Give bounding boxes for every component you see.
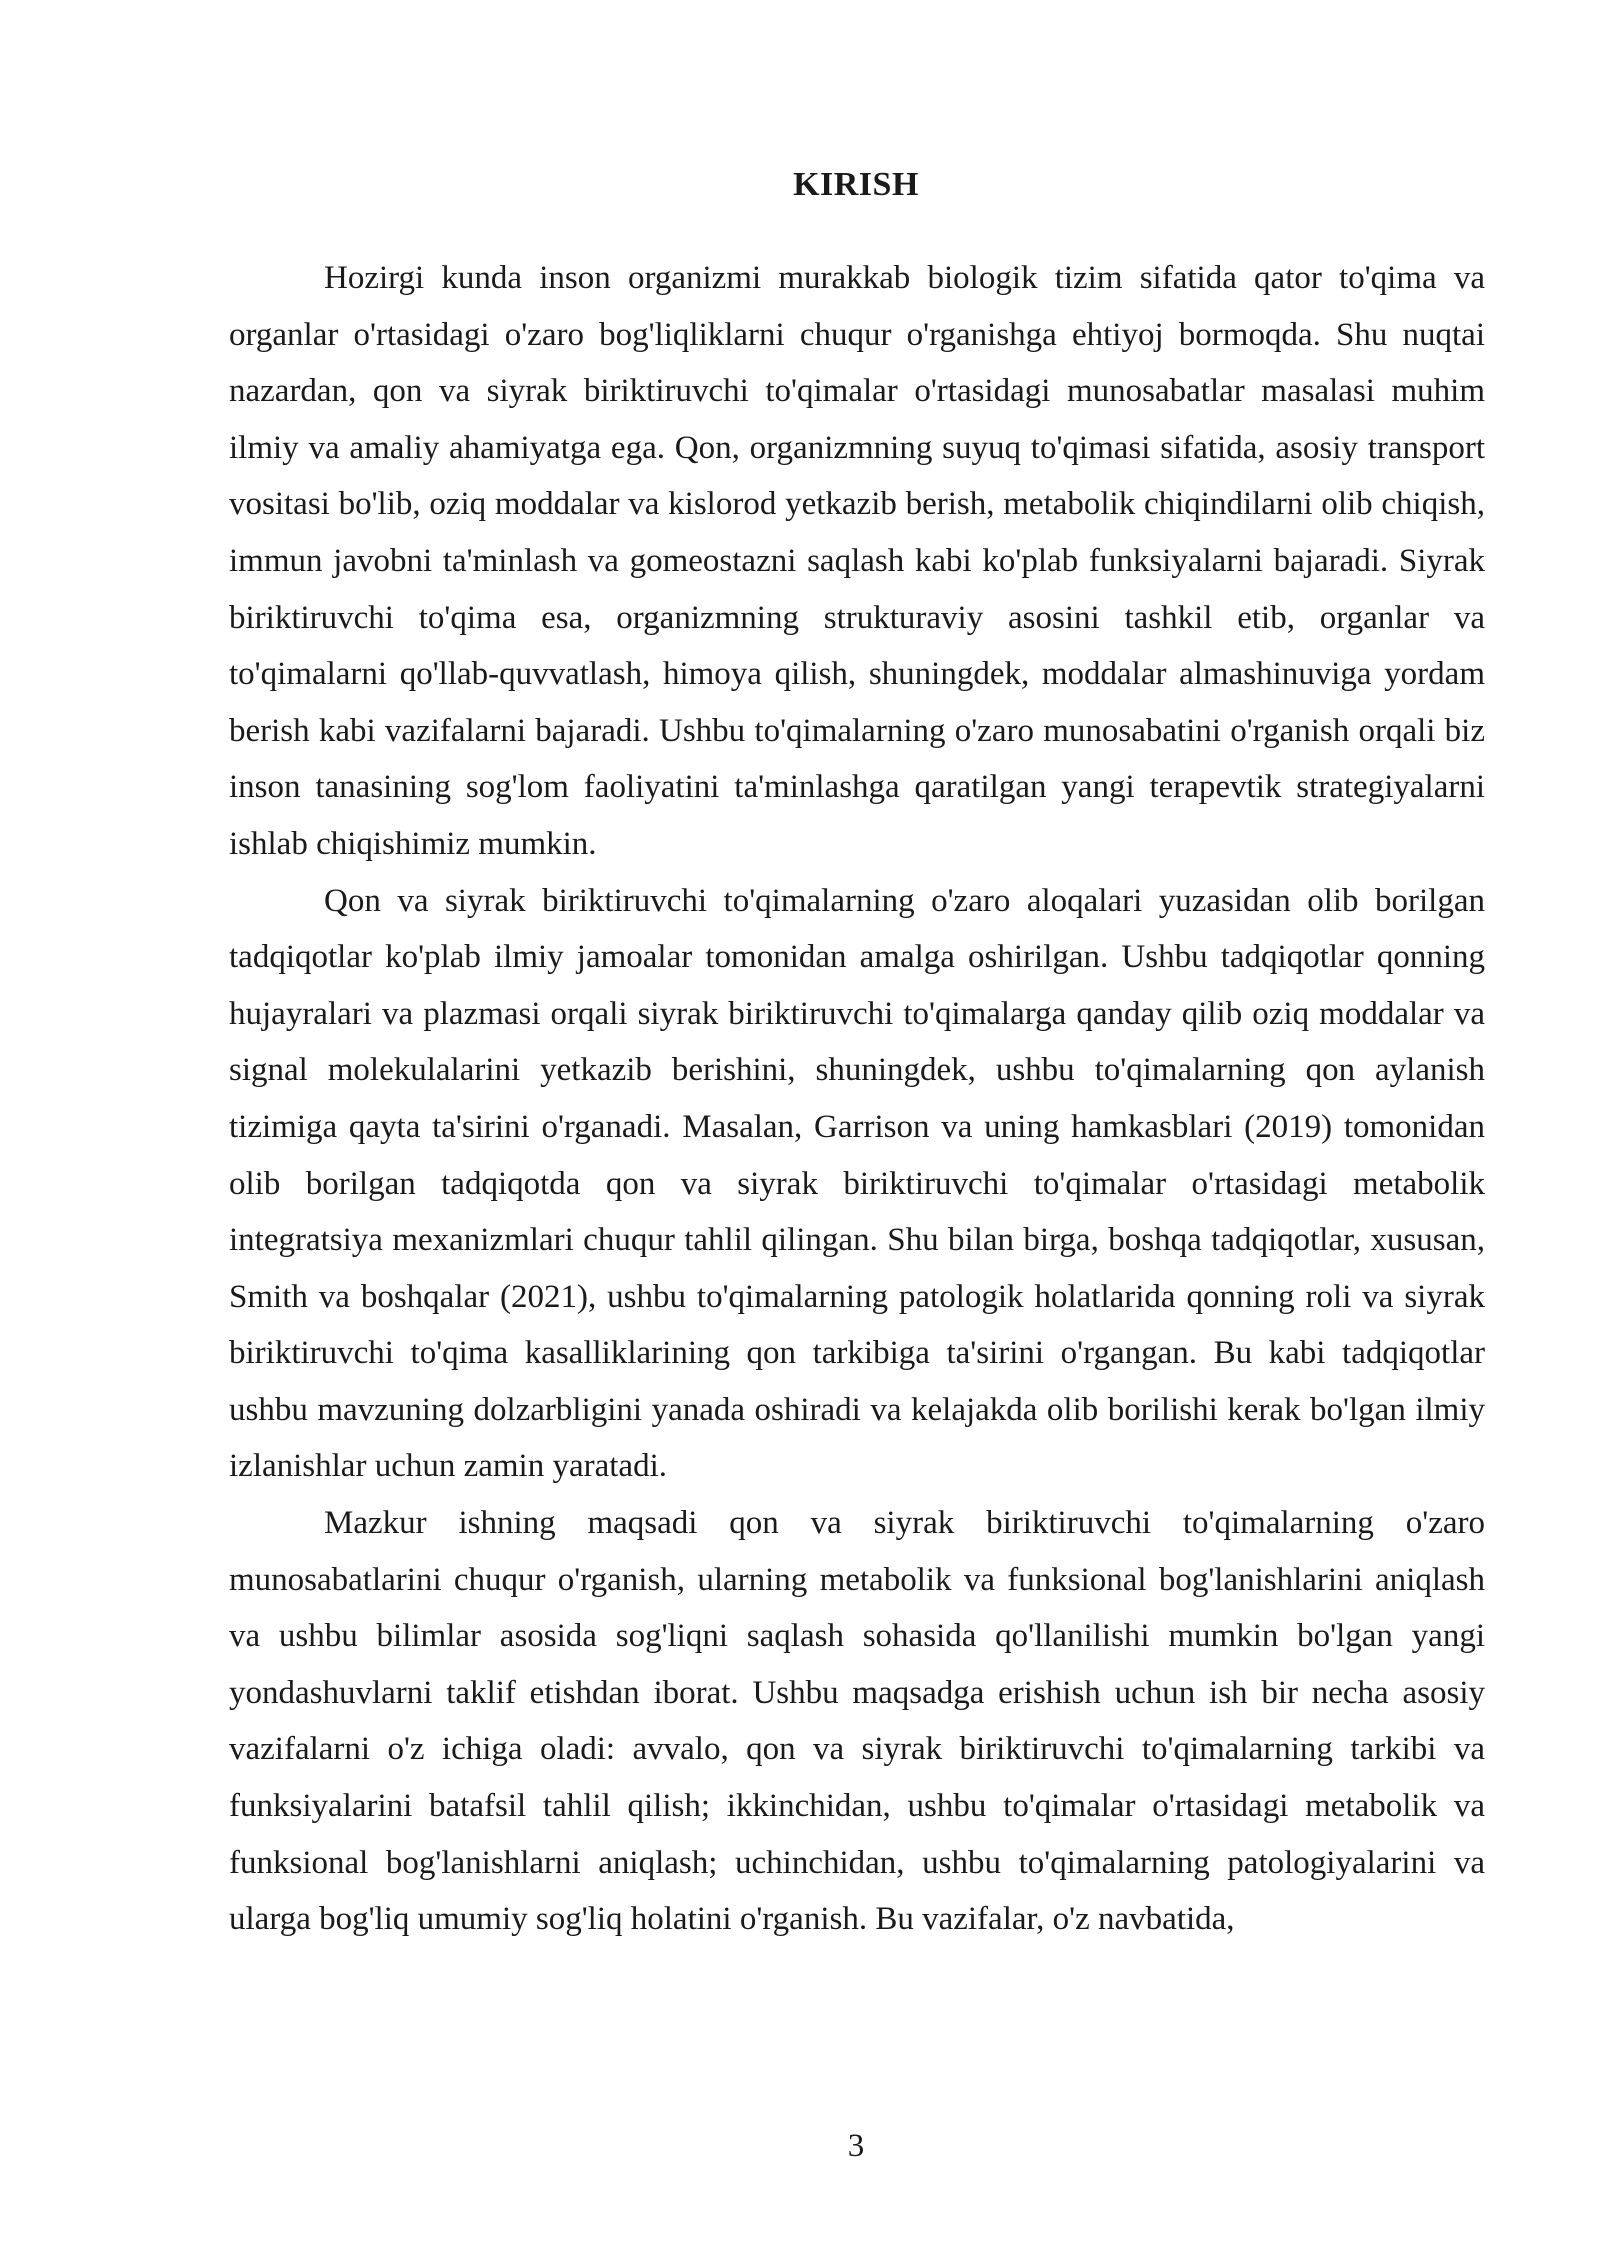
paragraph-goal: Mazkur ishning maqsadi qon va siyrak biriktiruvchi to'qimalarning o'zaro munosabatlarini chuqur o'rganish, ularning metabolik va funksional bog'lanishlarini aniqlash va ushbu bilimlar asosida sog'liqni saqlash sohasida qo'llanilishi mumkin bo'lgan yangi yondashuvlarni taklif etishdan iborat. Ushbu maqsadga erishish uchun ish bir necha asosiy vazifalarni o'z ichiga oladi: avvalo, qon va siyrak biriktiruvchi to'qimalarning tarkibi va funksiyalarini batafsil tahlil qilish; ikkinchidan, ushbu to'qimalar o'rtasidagi metabolik va funksional bog'lanishlarni aniqlash; uchinchidan, ushbu to'qimalarning patologiyalarini va ularga bog'liq umumiy sog'liq holatini o'rganish. Bu vazifalar, o'z navbatida,: [229, 1505, 1485, 1938]
paragraph-intro: Hozirgi kunda inson organizmi murakkab biologik tizim sifatida qator to'qima va organlar o'rtasidagi o'zaro bog'liqliklarni chuqur o'rganishga ehtiyoj bormoqda. Shu nuqtai nazardan, qon va siyrak biriktiruvchi to'qimalar o'rtasidagi munosabatlar masalasi muhim ilmiy va amaliy ahamiyatga ega. Qon, organizmning suyuq to'qimasi sifatida, asosiy transport vositasi bo'lib, oziq moddalar va kislorod yetkazib berish, metabolik chiqindilarni olib chiqish, immun javobni ta'minlash va gomeostazni saqlash kabi ko'plab funksiyalarni bajaradi. Siyrak biriktiruvchi to'qima esa, organizmning strukturaviy asosini tashkil etib, organlar va to'qimalarni qo'llab-quvvatlash, himoya qilish, shuningdek, moddalar almashinuviga yordam berish kabi vazifalarni bajaradi. Ushbu to'qimalarning o'zaro munosabatini o'rganish orqali biz inson tanasining sog'lom faoliyatini ta'minlashga qaratilgan yangi terapevtik strategiyalarni ishlab chiqishimiz mumkin.: [229, 260, 1485, 862]
body-text: [229, 250, 1485, 1948]
section-heading: KIRISH: [793, 166, 919, 203]
paragraph-research: Qon va siyrak biriktiruvchi to'qimalarning o'zaro aloqalari yuzasidan olib borilgan tadqiqotlar ko'plab ilmiy jamoalar tomonidan amalga oshirilgan. Ushbu tadqiqotlar qonning hujayralari va plazmasi orqali siyrak biriktiruvchi to'qimalarga qanday qilib oziq moddalar va signal molekulalarini yetkazib berishini, shuningdek, ushbu to'qimalarning qon aylanish tizimiga qayta ta'sirini o'rganadi. Masalan, Garrison va uning hamkasblari (2019) tomonidan olib borilgan tadqiqotda qon va siyrak biriktiruvchi to'qimalar o'rtasidagi metabolik integratsiya mexanizmlari chuqur tahlil qilingan. Shu bilan birga, boshqa tadqiqotlar, xususan, Smith va boshqalar (2021), ushbu to'qimalarning patologik holatlarida qonning roli va siyrak biriktiruvchi to'qima kasalliklarining qon tarkibiga ta'sirini o'rgangan. Bu kabi tadqiqotlar ushbu mavzuning dolzarbligini yanada oshiradi va kelajakda olib borilishi kerak bo'lgan ilmiy izlanishlar uchun zamin yaratadi.: [229, 882, 1485, 1485]
page-number: 3: [847, 2128, 865, 2164]
